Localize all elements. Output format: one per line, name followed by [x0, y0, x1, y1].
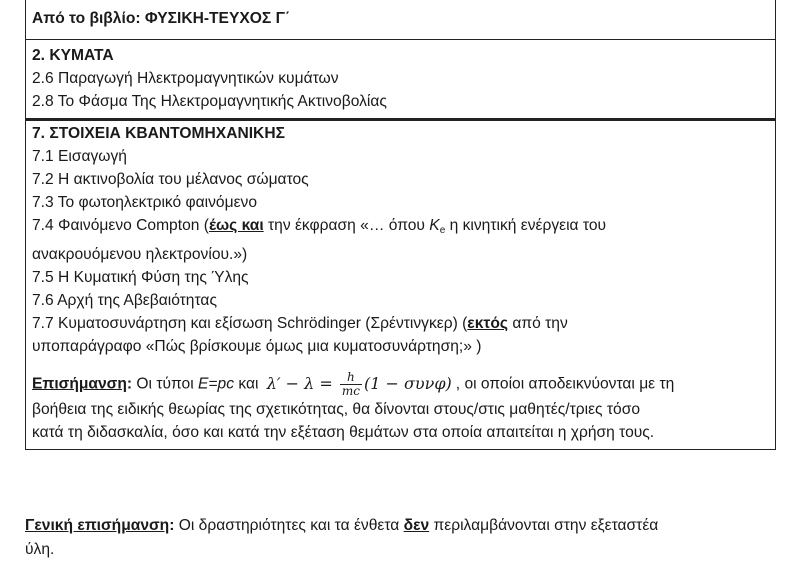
- section-7-item-1: 7.1 Εισαγωγή: [32, 147, 127, 165]
- section-7-cell: [26, 118, 775, 449]
- section-7-item-5: 7.5 Η Κυματική Φύση της Ύλης: [32, 268, 249, 286]
- note-line-1: [32, 371, 769, 398]
- note-label: Επισήμανση: [32, 375, 127, 393]
- general-note-line-2: ύλη.: [25, 540, 55, 558]
- ke-symbol: K: [429, 217, 440, 235]
- section-2-cell: [26, 39, 775, 118]
- fraction-denominator: mc: [341, 383, 360, 398]
- section-7-title: 7. ΣΤΟΙΧΕΙΑ ΚΒΑΝΤΟΜΗΧΑΝΙΚΗΣ: [32, 124, 285, 142]
- note-block: [32, 359, 769, 449]
- formula-right: (1 − συνφ): [363, 373, 452, 393]
- section-2-item: 2.8 Το Φάσμα Της Ηλεκτρομαγνητικής Ακτινοβολίας: [32, 93, 387, 111]
- section-2-title: 2. ΚΥΜΑΤΑ: [32, 47, 114, 64]
- section-7-item-7-continuation: υποπαράγραφο «Πώς βρίσκουμε όμως μια κυματοσυνάρτηση;» ): [32, 338, 482, 356]
- source-label: Από το βιβλίο: ΦΥΣΙΚΗ-ΤΕΥΧΟΣ Γ΄: [32, 10, 291, 27]
- general-note-colon: :: [169, 517, 175, 534]
- note-line-2: βοήθεια της ειδικής θεωρίας της σχετικότητας, θα δίνονται στους/στις μαθητές/τριες τόσο: [32, 400, 641, 418]
- section-7-item-4: [32, 214, 769, 242]
- item-7-emphasis: εκτός: [467, 315, 508, 333]
- item-7-prefix: 7.7 Κυματοσυνάρτηση και εξίσωση Schrödinger (Σρέντινγκερ) (: [32, 315, 468, 333]
- section-2-item: 2.6 Παραγωγή Ηλεκτρομαγνητικών κυμάτων: [32, 70, 339, 88]
- section-7-item-2: 7.2 Η ακτινοβολία του μέλανος σώματος: [32, 171, 309, 189]
- formula-e-pc: E=pc: [198, 375, 235, 393]
- note-text-2: και: [234, 375, 263, 393]
- section-7-item-6: 7.6 Αρχή της Αβεβαιότητας: [32, 292, 217, 310]
- syllabus-table: [25, 0, 776, 450]
- source-row: [26, 0, 775, 39]
- compton-formula: [267, 371, 452, 398]
- item-4-emphasis: έως και: [208, 217, 264, 235]
- item-4-prefix: 7.4 Φαινόμενο Compton (: [32, 217, 209, 235]
- item-4-mid: την έκφραση «… όπου: [263, 217, 430, 235]
- note-colon: :: [126, 375, 133, 393]
- general-note-text-1: Οι δραστηριότητες και τα ένθετα: [174, 517, 404, 534]
- note-line-3: κατά τη διδασκαλία, όσο και κατά την εξέταση θεμάτων στα οποία απαιτείται η χρήση τους.: [32, 423, 655, 441]
- fraction-numerator: h: [340, 371, 362, 385]
- item-7-suffix: από την: [508, 315, 568, 333]
- section-7-item-7: [32, 312, 769, 335]
- formula-left: λ′ − λ =: [266, 373, 338, 393]
- general-note-emphasis: δεν: [403, 517, 430, 534]
- section-7-item-3: 7.3 Το φωτοηλεκτρικό φαινόμενο: [32, 194, 258, 212]
- ke-subscript: e: [439, 225, 446, 237]
- note-text-3: , οι οποίοι αποδεικνύονται με τη: [455, 375, 675, 393]
- item-4-suffix: η κινητική ενέργεια του: [445, 217, 607, 235]
- general-note: [25, 514, 776, 561]
- general-note-text-2: περιλαμβάνονται στην εξεταστέα: [429, 517, 659, 534]
- note-text-1: Οι τύποι: [132, 375, 199, 393]
- general-note-line-1: [25, 514, 776, 538]
- section-7-item-4-continuation: ανακρουόμενου ηλεκτρονίου.»): [32, 245, 248, 263]
- general-note-label: Γενική επισήμανση: [25, 517, 170, 534]
- h-over-mc-fraction: [340, 371, 362, 398]
